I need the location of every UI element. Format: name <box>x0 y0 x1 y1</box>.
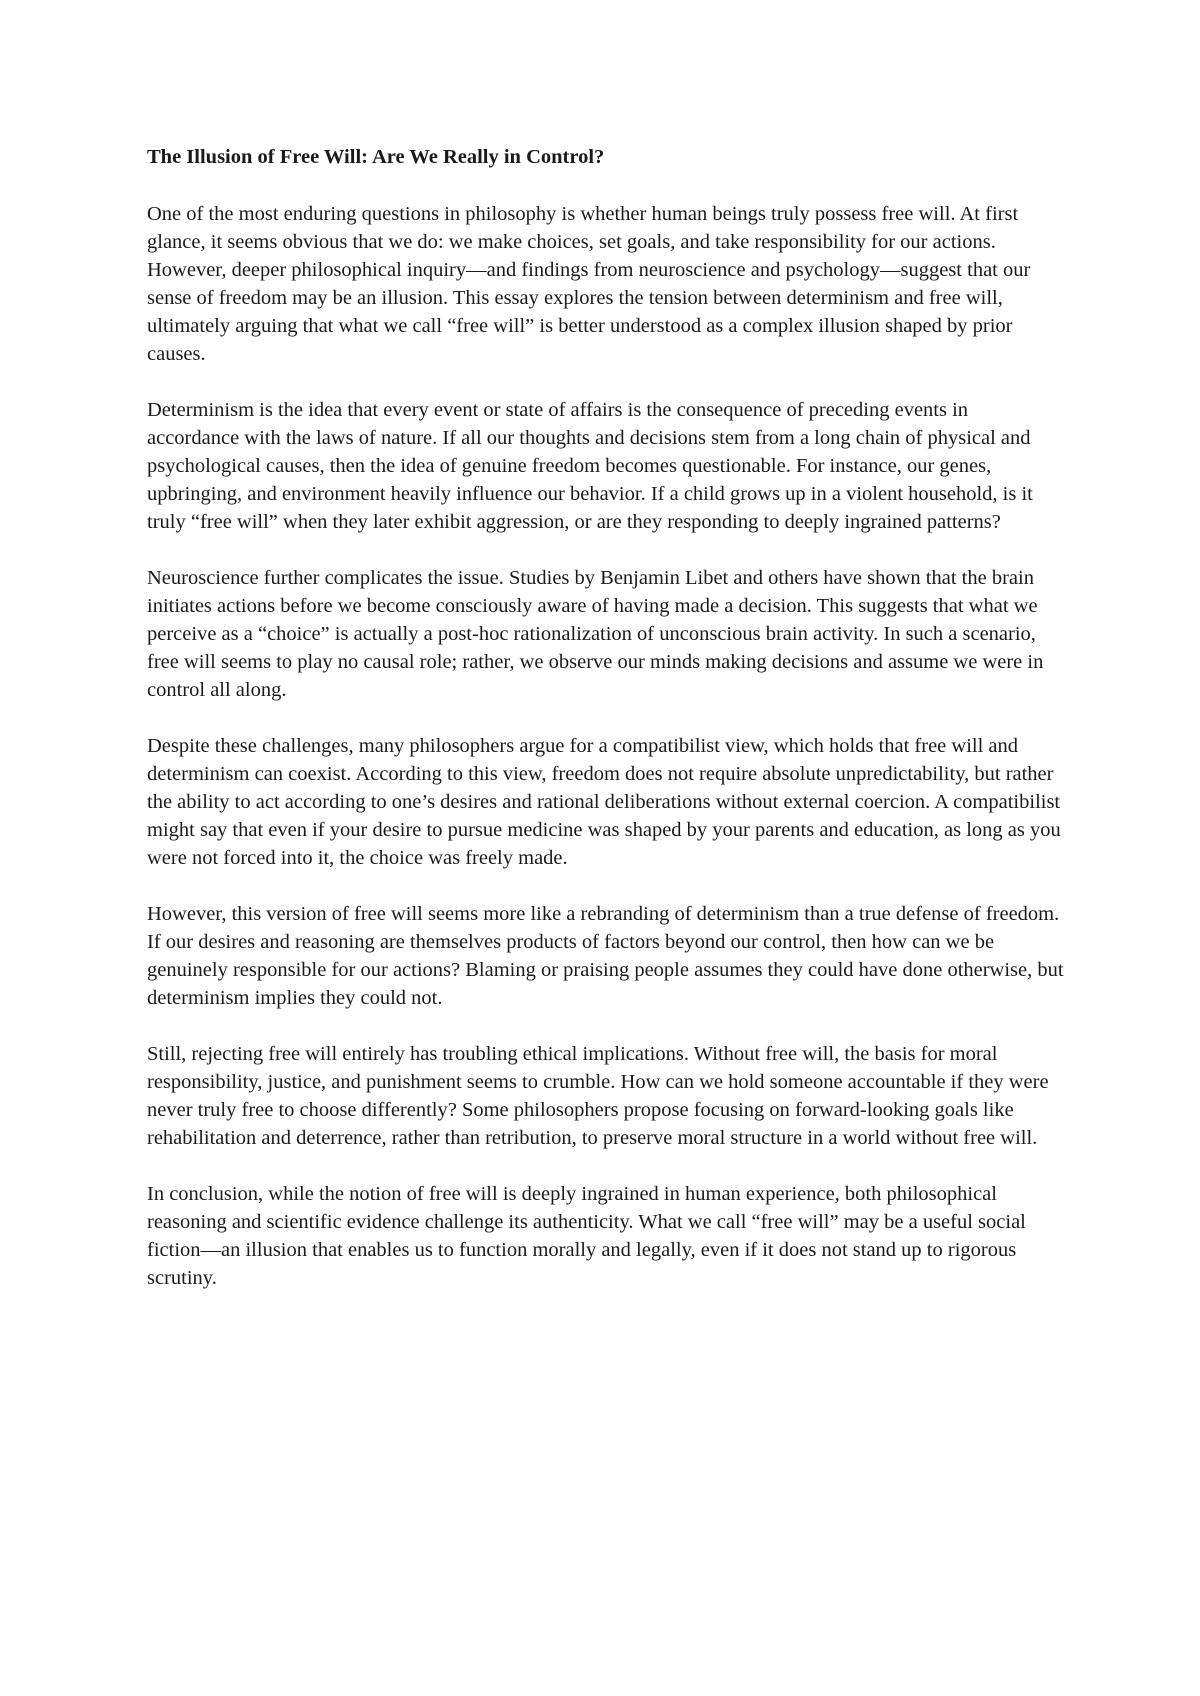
paragraph-introduction: One of the most enduring questions in philosophy is whether human beings truly possess free will. At first glance, it seems obvious that we do: we make choices, set goals, and take responsibility for our actions. However, deeper philosophical inquiry—and findings from neuroscience and psychology—suggest that our sense of freedom may be an illusion. This essay explores the tension between determinism and free will, ultimately arguing that what we call “free will” is better understood as a complex illusion shaped by prior causes. <box>147 203 1031 365</box>
document-body <box>147 143 1065 1320</box>
document-title: The Illusion of Free Will: Are We Really in Control? <box>147 146 605 168</box>
paragraph-determinism: Determinism is the idea that every event or state of affairs is the consequence of preceding events in accordance with the laws of nature. If all our thoughts and decisions stem from a long chain of physical and psychological causes, then the idea of genuine freedom becomes questionable. For instance, our genes, upbringing, and environment heavily influence our behavior. If a child grows up in a violent household, is it truly “free will” when they later exhibit aggression, or are they responding to deeply ingrained patterns? <box>147 399 1033 533</box>
paragraph-ethics: Still, rejecting free will entirely has troubling ethical implications. Without free will, the basis for moral responsibility, justice, and punishment seems to crumble. How can we hold someone accountable if they were never truly free to choose differently? Some philosophers propose focusing on forward-looking goals like rehabilitation and deterrence, rather than retribution, to preserve moral structure in a world without free will. <box>147 1043 1049 1149</box>
paragraph-critique: However, this version of free will seems more like a rebranding of determinism than a true defense of freedom. If our desires and reasoning are themselves products of factors beyond our control, then how can we be genuinely responsible for our actions? Blaming or praising people assumes they could have done otherwise, but determinism implies they could not. <box>147 903 1064 1009</box>
paragraph-conclusion: In conclusion, while the notion of free will is deeply ingrained in human experience, both philosophical reasoning and scientific evidence challenge its authenticity. What we call “free will” may be a useful social fiction—an illusion that enables us to function morally and legally, even if it does not stand up to rigorous scrutiny. <box>147 1183 1026 1289</box>
paragraph-compatibilism: Despite these challenges, many philosophers argue for a compatibilist view, which holds that free will and determinism can coexist. According to this view, freedom does not require absolute unpredictability, but rather the ability to act according to one’s desires and rational deliberations without external coercion. A compatibilist might say that even if your desire to pursue medicine was shaped by your parents and education, as long as you were not forced into it, the choice was freely made. <box>147 735 1061 869</box>
paragraph-neuroscience: Neuroscience further complicates the issue. Studies by Benjamin Libet and others have shown that the brain initiates actions before we become consciously aware of having made a decision. This suggests that what we perceive as a “choice” is actually a post-hoc rationalization of unconscious brain activity. In such a scenario, free will seems to play no causal role; rather, we observe our minds making decisions and assume we were in control all along. <box>147 567 1044 701</box>
